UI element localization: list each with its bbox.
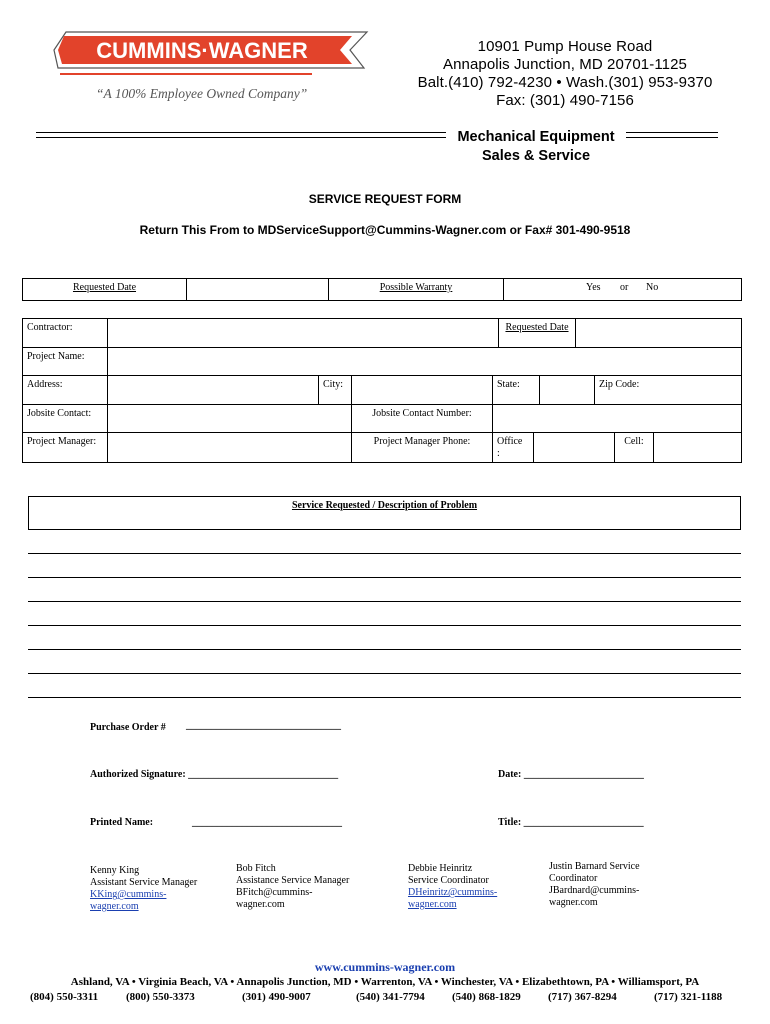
description-line-4[interactable] [28, 625, 741, 626]
division-line-2: Sales & Service [481, 148, 591, 164]
location-item: Virginia Beach, VA [138, 976, 228, 988]
contact-email: JBardnard@cummins- [549, 885, 640, 896]
company-tagline: “A 100% Employee Owned Company” [96, 86, 308, 101]
contractor-label-cell [22, 318, 108, 348]
division-line-1: Mechanical Equipment [457, 129, 615, 145]
requested-date-label-cell [22, 278, 187, 301]
address-input[interactable] [107, 375, 319, 405]
contact-card [549, 861, 640, 909]
location-item: Annapolis Junction, MD [236, 976, 352, 988]
footer-phone: (717) 321-1188 [654, 991, 723, 1003]
cell-label-cell [614, 432, 654, 463]
footer-phone: (301) 490-9007 [242, 991, 311, 1003]
service-description-box[interactable] [28, 496, 741, 530]
description-line-7[interactable] [28, 697, 741, 698]
project-name-label-cell [22, 347, 108, 376]
project-name-input[interactable] [107, 347, 742, 376]
contact-email[interactable]: KKing@cummins- [90, 889, 167, 900]
city-label-cell [318, 375, 352, 405]
bullet-separator: • [354, 976, 359, 988]
service-description-heading: Service Requested / Description of Problem [291, 500, 478, 511]
header-rule-right [626, 132, 718, 138]
project-name-label: Project Name: [27, 351, 85, 362]
location-item: Williamsport, PA [617, 976, 700, 988]
contact-name: Kenny King [90, 865, 140, 876]
contact-role: Assistant Service Manager [90, 877, 198, 888]
description-line-5[interactable] [28, 649, 741, 650]
address-label-cell [22, 375, 108, 405]
warranty-choice-cell [503, 278, 742, 301]
possible-warranty-label: Possible Warranty [379, 282, 453, 293]
contractor-label: Contractor: [27, 322, 73, 333]
requested-date-label-cell-2 [498, 318, 576, 348]
state-label-cell [492, 375, 540, 405]
date-field[interactable]: Date: ________________________ [498, 769, 644, 780]
address-line-street: 10901 Pump House Road [477, 38, 653, 55]
requested-date-input-2[interactable] [575, 318, 742, 348]
zip-cell[interactable] [594, 375, 742, 405]
location-item: Elizabethtown, PA [521, 976, 609, 988]
footer-phone: (540) 868-1829 [452, 991, 521, 1003]
contact-email-cont[interactable]: wagner.com [90, 901, 139, 912]
contact-role: Assistance Service Manager [236, 875, 350, 886]
printed-name-field[interactable]: ______________________________ [192, 817, 342, 828]
bullet-separator: • [611, 976, 616, 988]
office-colon: : [497, 448, 500, 459]
contact-card [408, 863, 497, 911]
warranty-no-option[interactable]: No [646, 282, 659, 293]
contact-email-cont: wagner.com [549, 897, 598, 908]
address-line-phones: Balt.(410) 792-4230 • Wash.(301) 953-9370 [417, 74, 713, 91]
location-item: Ashland, VA [70, 976, 130, 988]
location-item: Winchester, VA [440, 976, 513, 988]
bullet-separator: • [515, 976, 520, 988]
requested-date-input[interactable] [186, 278, 329, 301]
requested-date-label: Requested Date [72, 282, 137, 293]
printed-name-label: Printed Name: [90, 817, 154, 828]
zip-label: Zip Code: [599, 379, 640, 390]
cell-label: Cell: [624, 436, 644, 447]
contact-name: Bob Fitch [236, 863, 276, 874]
return-instructions: Return This From to MDServiceSupport@Cummins-Wagner.com or Fax# 301-490-9518 [139, 223, 631, 237]
jobsite-contact-label-cell [22, 404, 108, 433]
requested-date-label-2: Requested Date [505, 322, 569, 333]
office-phone-input[interactable] [533, 432, 615, 463]
bullet-separator: • [230, 976, 235, 988]
form-title: SERVICE REQUEST FORM [308, 192, 462, 206]
footer-phone: (540) 341-7794 [356, 991, 425, 1003]
footer-locations [0, 976, 770, 988]
jobsite-contact-number-label-cell [351, 404, 493, 433]
address-label: Address: [27, 379, 63, 390]
address-line-fax: Fax: (301) 490-7156 [496, 92, 634, 109]
possible-warranty-label-cell [328, 278, 504, 301]
bullet-separator: • [434, 976, 439, 988]
jobsite-contact-input[interactable] [107, 404, 352, 433]
warranty-or-text: or [620, 282, 629, 293]
description-line-3[interactable] [28, 601, 741, 602]
purchase-order-label: Purchase Order # [90, 722, 166, 733]
address-line-city: Annapolis Junction, MD 20701-1125 [442, 56, 687, 73]
contractor-input[interactable] [107, 318, 499, 348]
contact-role: Coordinator [549, 873, 598, 884]
description-line-6[interactable] [28, 673, 741, 674]
svg-text:CUMMINS·WAGNER: CUMMINS·WAGNER [96, 38, 308, 63]
state-input[interactable] [539, 375, 595, 405]
city-input[interactable] [351, 375, 493, 405]
contact-card [90, 865, 197, 913]
jobsite-contact-label: Jobsite Contact: [27, 408, 92, 419]
project-manager-label-cell [22, 432, 108, 463]
contact-card [236, 863, 349, 911]
footer-phone: (717) 367-8294 [548, 991, 617, 1003]
purchase-order-field[interactable]: _______________________________ [186, 720, 341, 731]
cell-phone-input[interactable] [653, 432, 742, 463]
title-field[interactable]: Title: ________________________ [498, 817, 644, 828]
contact-email-cont: wagner.com [236, 899, 285, 910]
office-label-cell [492, 432, 534, 463]
location-item: Warrenton, VA [360, 976, 432, 988]
project-manager-phone-label-cell [351, 432, 493, 463]
project-manager-input[interactable] [107, 432, 352, 463]
city-label: City: [323, 379, 344, 390]
division-title [446, 128, 626, 166]
footer-website-link[interactable]: www.cummins-wagner.com [314, 960, 456, 974]
bullet-separator: • [131, 976, 136, 988]
jobsite-contact-number-label: Jobsite Contact Number: [372, 408, 472, 419]
authorized-signature-field[interactable]: Authorized Signature: ______________________________ [90, 769, 339, 780]
footer-phone: (804) 550-3311 [30, 991, 99, 1003]
description-line-1[interactable] [28, 553, 741, 554]
contact-name: Debbie Heinritz [408, 863, 473, 874]
header-rule-left [36, 132, 446, 138]
state-label: State: [497, 379, 520, 390]
warranty-yes-option[interactable]: Yes [586, 282, 601, 293]
contact-email: BFitch@cummins- [236, 887, 313, 898]
contact-email[interactable]: DHeinritz@cummins- [408, 887, 498, 898]
project-manager-label: Project Manager: [27, 436, 97, 447]
contact-name: Justin Barnard Service [549, 861, 640, 872]
project-manager-phone-label: Project Manager Phone: [373, 436, 471, 447]
description-line-2[interactable] [28, 577, 741, 578]
jobsite-contact-number-input[interactable] [492, 404, 742, 433]
office-label: Office [497, 436, 523, 447]
contact-role: Service Coordinator [408, 875, 489, 886]
footer-phone: (800) 550-3373 [126, 991, 195, 1003]
contact-email-cont[interactable]: wagner.com [408, 899, 457, 910]
